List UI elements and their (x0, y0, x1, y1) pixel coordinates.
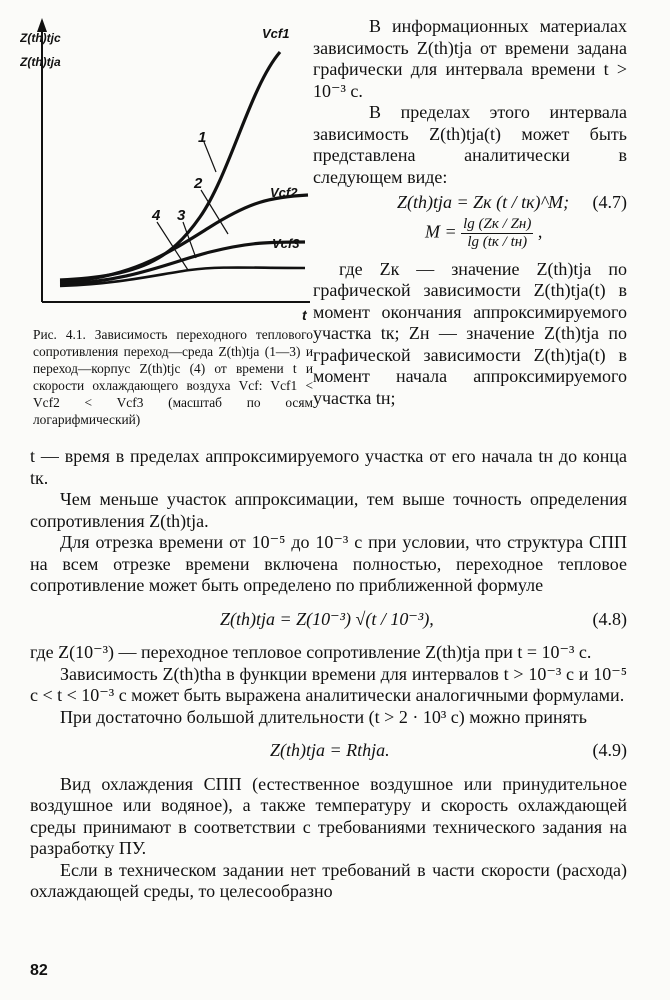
right-column-text (313, 16, 627, 409)
flow-label-vcf2: Vcf2 (270, 185, 298, 200)
equation-4-9-number: (4.9) (592, 740, 627, 760)
curve-label-4: 4 (152, 207, 161, 224)
figure-caption: Рис. 4.1. Зависимость переходного теплового сопротивления переход—среда Z(th)tja (1—3) и переход—корпус Z(th)tjc (4) от времени t и скорости охлаждающего воздуха Vcf: Vcf1 < Vcf2 < Vcf3 (масштаб по осям логарифмический) (33, 327, 313, 427)
equation-4-9 (30, 740, 627, 762)
y-axis-label-1: Z(th)tjc (20, 31, 61, 45)
paragraph-7: где Z(10⁻³) — переходное тепловое сопротивление Z(th)tja при t = 10⁻³ с. (30, 642, 592, 662)
equation-4-9-formula: Z(th)tja = Rthja. (270, 740, 390, 760)
figure-4-1 (20, 12, 320, 322)
paragraph-1: В информационных материалах зависимость Z(th)tja от времени задана графически для интервала времени t > 10⁻³ с. (313, 16, 627, 101)
m-denominator: lg (tк / tн) (467, 233, 528, 250)
paragraph-10: Вид охлаждения СПП (естественное воздушное или принудительное воздушное или водяное), а также температуру и скорость охлаждающей среды принимают в соответствии с требованиями технического задания на разработку ПУ. (30, 773, 627, 858)
leader-1 (204, 142, 216, 172)
equation-4-8 (30, 609, 627, 631)
curve-label-1: 1 (198, 129, 207, 146)
y-axis-label-2: Z(th)tja (20, 55, 61, 69)
equation-m-definition (425, 216, 627, 251)
flow-label-vcf1: Vcf1 (262, 26, 290, 41)
m-left: M = (425, 221, 457, 242)
paragraph-8: Зависимость Z(th)tha в функции времени для интервалов t > 10⁻³ с и 10⁻⁵ с < t < 10⁻³ с может быть выражена аналитически аналогичными формулами. (30, 663, 627, 705)
paragraph-11: Если в техническом задании нет требований в части скорости (расхода) охлаждающей среды, то целесообразно (30, 859, 627, 901)
x-axis-label: t (302, 307, 307, 322)
paragraph-5: Чем меньше участок аппроксимации, тем выше точность определения сопротивления Z(th)tja. (30, 489, 627, 531)
m-fraction (461, 216, 533, 251)
paragraph-4: t — время в пределах аппроксимируемого участка от его начала tн до конца tк. (30, 446, 627, 488)
equation-4-7-number: (4.7) (592, 192, 627, 212)
equation-4-7-formula: Z(th)tja = Zк (t / tк)^M; (397, 192, 570, 212)
paragraph-6: Для отрезка времени от 10⁻⁵ до 10⁻³ с при условии, что структура СПП на всем отрезке времени включена полностью, переходное тепловое сопротивление может быть определено по приближенной формуле (30, 532, 627, 595)
paragraph-2: В пределах этого интервала зависимость Z(th)tja(t) может быть представлена аналитически в следующем виде: (313, 102, 627, 187)
main-text (30, 446, 627, 903)
curve-label-2: 2 (194, 175, 203, 192)
equation-4-8-number: (4.8) (592, 608, 627, 629)
transient-thermal-resistance-graph (20, 12, 320, 322)
paragraph-9: При достаточно большой длительности (t > 2 · 10³ с) можно принять (60, 706, 587, 727)
paragraph-3: где Zк — значение Z(th)tja по графической зависимости Z(th)tja(t) в момент окончания аппроксимируемого участка tк; Zн — значение Z(th)tja по графической зависимости Z(th)tja(t) в момент начала аппроксимируемого участка tн; (313, 258, 627, 408)
page-number: 82 (30, 962, 48, 979)
y-axis-arrow (37, 18, 47, 32)
curve-label-3: 3 (177, 207, 186, 224)
equation-4-8-formula: Z(th)tja = Z(10⁻³) √(t / 10⁻³), (220, 608, 434, 629)
m-tail: , (537, 221, 543, 242)
flow-label-vcf3: Vcf3 (272, 236, 300, 251)
equation-4-7 (313, 192, 627, 214)
m-numerator: lg (Zк / Zн) (463, 215, 532, 232)
